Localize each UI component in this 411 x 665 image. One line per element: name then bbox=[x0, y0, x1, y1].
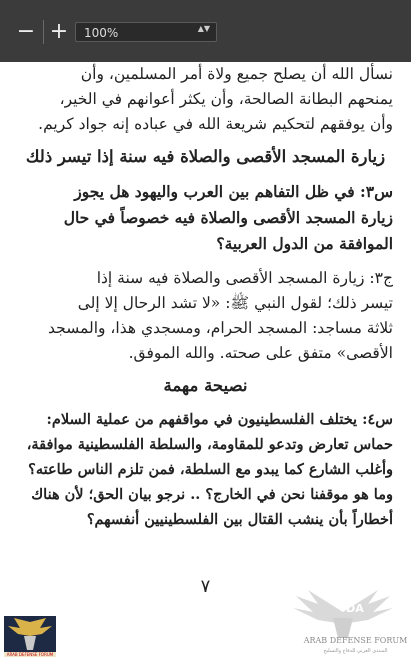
zoom-select[interactable] bbox=[75, 22, 217, 42]
toolbar-divider bbox=[43, 20, 44, 44]
answer-3-line-3: ثلاثة مساجد: المسجد الحرام، ومسجدي هذا، والمسجد bbox=[48, 319, 393, 337]
chevron-updown-icon: ▲▼ bbox=[197, 24, 210, 33]
question-3-line-1: س٣: في ظل التفاهم بين العرب واليهود هل يجوز bbox=[74, 182, 393, 201]
watermark-initials: DA bbox=[346, 602, 364, 615]
question-3-line-2: زيارة المسجد الأقصى والصلاة فيه خصوصاً في حال bbox=[63, 208, 393, 227]
question-4-line-1: س٤: يختلف الفلسطينيون في مواقفهم من عملية السلام: bbox=[46, 411, 393, 428]
zoom-out-button[interactable]: − bbox=[16, 19, 36, 44]
question-4-line-3: وأغلب الشارع كما يبدو مع السلطة، فمن تلزم الناس طاعته؟ bbox=[28, 461, 393, 478]
zoom-value: 100% bbox=[84, 26, 119, 40]
watermark-subtitle: المنتدى العربي للدفاع والتسليح bbox=[323, 648, 388, 654]
intro-line-2: يمنحهم البطانة الصالحة، وأن يكثر أعوانهم في الخير، bbox=[59, 90, 393, 108]
pdf-toolbar bbox=[0, 0, 411, 62]
forum-logo-icon bbox=[4, 616, 56, 654]
question-4-line-5: أخطاراً بأن ينشب القتال بين الفلسطينيين أنفسهم؟ bbox=[86, 511, 393, 528]
heading-aqsa: زيارة المسجد الأقصى والصلاة فيه سنة إذا تيسر ذلك bbox=[25, 147, 386, 166]
answer-3-line-2: تيسر ذلك؛ لقول النبي ﷺ: «لا تشد الرحال إلا إلى bbox=[77, 294, 393, 312]
page-number: ٧ bbox=[200, 576, 211, 597]
question-4-line-4: وما هو موقفنا نحن في الخارج؟ .. نرجو بيان الحق؛ لأن هناك bbox=[31, 486, 393, 503]
zoom-in-button[interactable]: + bbox=[49, 19, 69, 44]
answer-3-line-1: ج٣: زيارة المسجد الأقصى والصلاة فيه سنة إذا bbox=[96, 269, 393, 287]
forum-logo-label: ARAB DEFENSE FORUM bbox=[4, 652, 56, 657]
watermark-title: ARAB DEFENSE FORUM bbox=[303, 636, 408, 645]
heading-advice: نصيحة مهمة bbox=[163, 376, 248, 395]
intro-line-1: نسأل الله أن يصلح جميع ولاة أمر المسلمين، وأن bbox=[80, 65, 393, 83]
question-4-line-2: حماس تعارض وتدعو للمقاومة، والسلطة الفلسطينية موافقة، bbox=[26, 436, 393, 453]
question-3-line-3: الموافقة من الدول العربية؟ bbox=[216, 234, 393, 253]
intro-line-3: وأن يوفقهم لتحكيم شريعة الله في عباده إنه جواد كريم. bbox=[38, 115, 393, 133]
answer-3-line-4: الأقصى» متفق على صحته. والله الموفق. bbox=[128, 344, 393, 362]
document-page bbox=[0, 62, 411, 665]
